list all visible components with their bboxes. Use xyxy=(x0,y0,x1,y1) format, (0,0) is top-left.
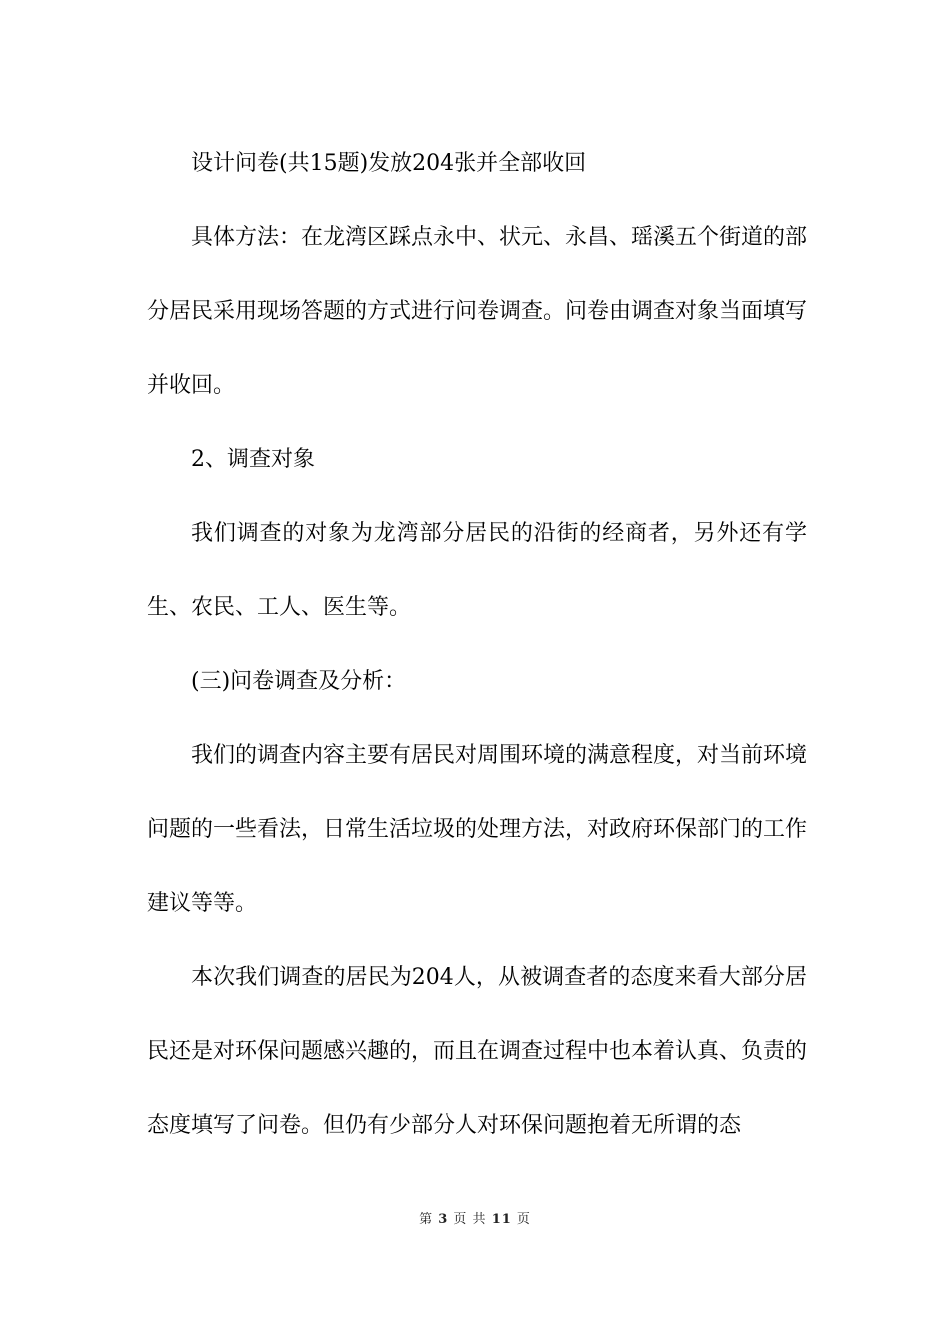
heading-analysis: (三)问卷调查及分析： xyxy=(191,669,407,694)
document-body xyxy=(147,127,807,1163)
paragraph-content: 我们的调查内容主要有居民对周围环境的满意程度，对当前环境问题的一些看法，日常生活垃圾的处理方法，对政府环保部门的工作建议等等。 xyxy=(147,743,808,916)
footer-suffix: 页 xyxy=(516,1212,531,1227)
paragraph-results: 本次我们调查的居民为204人，从被调查者的态度来看大部分居民还是对环保问题感兴趣的，而且在调查过程中也本着认真、负责的态度填写了问卷。但仍有少部分人对环保问题抱着无所谓的态 xyxy=(147,965,808,1138)
footer-prefix: 第 xyxy=(419,1212,434,1227)
page-footer xyxy=(0,1208,950,1227)
footer-total-pages: 11 xyxy=(491,1212,512,1227)
paragraph-questionnaire: 设计问卷(共15题)发放204张并全部收回 xyxy=(191,151,587,176)
paragraph-subjects: 我们调查的对象为龙湾部分居民的沿街的经商者，另外还有学生、农民、工人、医生等。 xyxy=(147,521,807,620)
footer-current-page: 3 xyxy=(438,1212,449,1227)
footer-middle: 页 共 xyxy=(453,1212,487,1227)
paragraph-method: 具体方法：在龙湾区踩点永中、状元、永昌、瑶溪五个街道的部分居民采用现场答题的方式进行问卷调查。问卷由调查对象当面填写并收回。 xyxy=(147,225,808,398)
heading-survey-subjects: 2、调查对象 xyxy=(191,447,315,472)
